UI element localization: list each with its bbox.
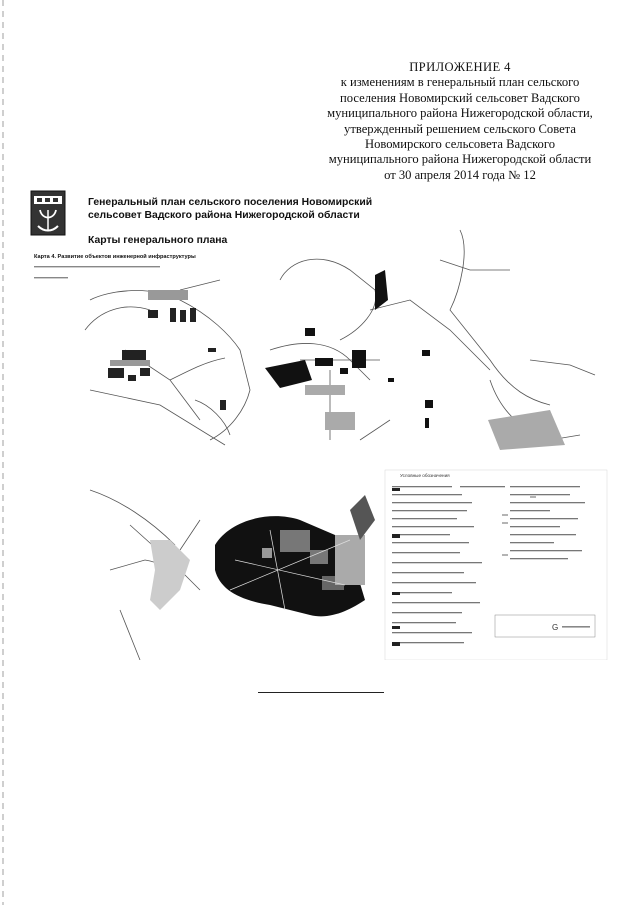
- legend-title: Условные обозначения: [400, 473, 450, 478]
- legend-panel: [385, 470, 607, 660]
- map-title: [88, 196, 418, 222]
- appendix-line: поселения Новомирский сельсовет Вадского: [340, 90, 580, 105]
- signature-line: [258, 692, 384, 693]
- appendix-line: к изменениям в генеральный план сельского: [340, 75, 580, 90]
- svg-text:G: G: [552, 623, 559, 632]
- scan-edge: [2, 0, 4, 905]
- appendix-line: от 30 апреля 2014 года № 12: [384, 167, 536, 182]
- appendix-header: [300, 60, 620, 183]
- appendix-line: муниципального района Нижегородской области: [328, 152, 592, 167]
- map-inset-2-blocks: [265, 270, 430, 388]
- map-title-line: сельсовет Вадского района Нижегородской области: [88, 210, 360, 221]
- map-inset-3: [440, 230, 595, 440]
- map-title-line: Генеральный план сельского поселения Новомирский: [88, 197, 373, 208]
- appendix-line: муниципального района Нижегородской области,: [327, 106, 593, 121]
- appendix-heading: ПРИЛОЖЕНИЕ 4: [409, 60, 511, 74]
- map-subtitle: Карты генерального плана: [88, 235, 228, 246]
- map-drawing: [30, 190, 610, 660]
- map-inset-1: [85, 280, 250, 445]
- map-inset-5: [215, 495, 375, 616]
- appendix-line: утвержденный решением сельского Совета: [344, 121, 576, 136]
- coat-of-arms-icon: [30, 190, 66, 240]
- appendix-line: Новомирского сельсовета Вадского: [365, 137, 555, 152]
- map-inset-1-blocks: [108, 308, 226, 410]
- map-label: Карта 4. Развитие объектов инженерной инфраструктуры: [34, 254, 196, 260]
- map-sheet: [30, 190, 610, 660]
